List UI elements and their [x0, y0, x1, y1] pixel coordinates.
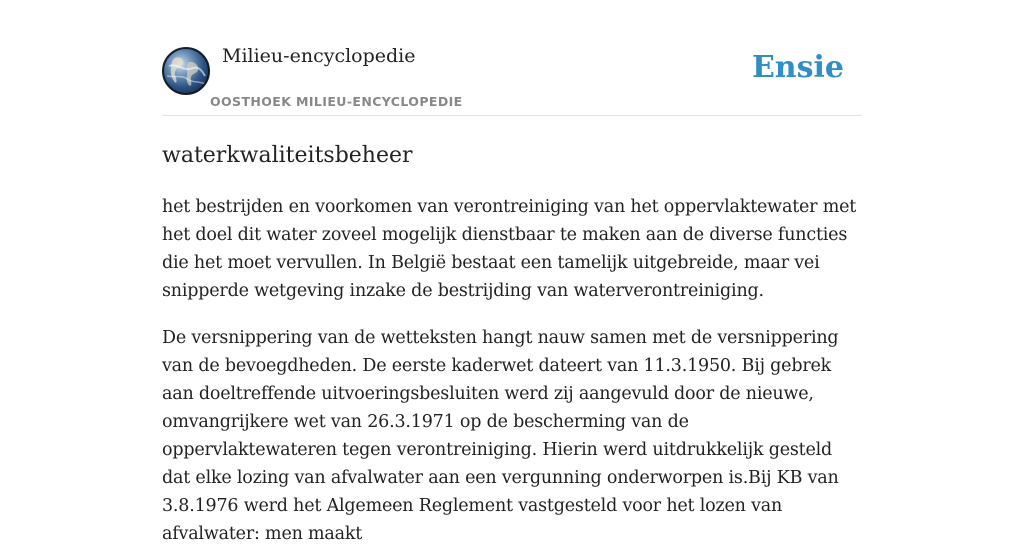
- site-name[interactable]: Milieu-encyclopedie: [222, 45, 416, 67]
- definition-paragraph: het bestrijden en voorkomen van verontreiniging van het oppervlaktewater met het doel dit water zoveel mogelijk dienstbaar te maken aan de diverse functies die het moet vervullen. In België bestaat een tamelijk uitgebreide, maar vei snipperde wetgeving inzake de bestrijding van waterverontreiniging.: [162, 197, 857, 301]
- entry-definition: [162, 193, 862, 548]
- globe-icon[interactable]: [162, 47, 210, 95]
- entry-title: waterkwaliteitsbeheer: [162, 143, 413, 168]
- site-subtitle[interactable]: OOSTHOEK MILIEU-ENCYCLOPEDIE: [210, 94, 463, 109]
- site-header: [162, 0, 862, 116]
- page: [162, 0, 862, 544]
- definition-paragraph: De versnippering van de wetteksten hangt nauw samen met de versnippering van de bevoegdheden. De eerste kaderwet dateert van 11.3.1950. Bij gebrek aan doeltreffende uitvoeringsbesluiten werd zij aangevuld door de nieuwe, omvangrijkere wet van 26.3.1971 op de bescherming van de oppervlaktewateren tegen verontreiniging. Hierin werd uitdrukkelijk gesteld dat elke lozing van afvalwater aan een vergunning onderworpen is.Bij KB van 3.8.1976 werd het Algemeen Reglement vastgesteld voor het lozen van afvalwater: men maakt: [162, 328, 839, 544]
- globe-graphic: [163, 48, 209, 94]
- brand-logo[interactable]: Ensie: [751, 50, 844, 85]
